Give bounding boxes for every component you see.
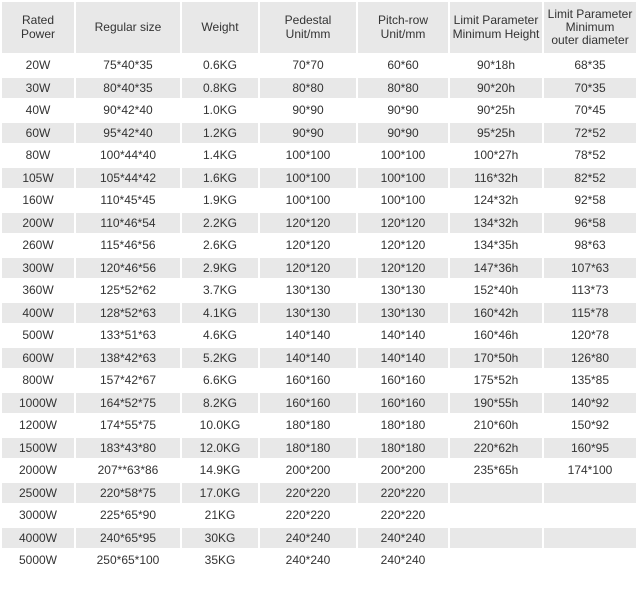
cell-weight: 1.2KG: [182, 123, 258, 144]
cell-pedestal: 100*100: [260, 168, 356, 189]
cell-rated-power: 3000W: [2, 505, 74, 526]
cell-weight: 4.1KG: [182, 303, 258, 324]
cell-regular-size: 75*40*35: [76, 55, 180, 76]
cell-min-height: 210*60h: [450, 415, 542, 436]
cell-weight: 2.9KG: [182, 258, 258, 279]
cell-min-outer-diameter: 115*78: [544, 303, 636, 324]
cell-pitch-row: 120*120: [358, 258, 448, 279]
cell-weight: 1.0KG: [182, 100, 258, 121]
cell-pedestal: 130*130: [260, 280, 356, 301]
cell-weight: 1.6KG: [182, 168, 258, 189]
cell-pitch-row: 220*220: [358, 505, 448, 526]
header-line: Weight: [201, 19, 239, 34]
cell-min-height: 116*32h: [450, 168, 542, 189]
header-line: Limit Parameter: [547, 6, 633, 21]
cell-pitch-row: 120*120: [358, 235, 448, 256]
cell-pitch-row: 130*130: [358, 280, 448, 301]
header-line: Minimum Height: [452, 26, 540, 41]
cell-min-height: 160*46h: [450, 325, 542, 346]
table-row: [2, 393, 636, 414]
cell-pedestal: 240*240: [260, 528, 356, 549]
cell-min-outer-diameter: 92*58: [544, 190, 636, 211]
cell-weight: 1.4KG: [182, 145, 258, 166]
cell-weight: 8.2KG: [182, 393, 258, 414]
cell-regular-size: 138*42*63: [76, 348, 180, 369]
cell-min-outer-diameter: [544, 550, 636, 571]
cell-rated-power: 2500W: [2, 483, 74, 504]
cell-regular-size: 133*51*63: [76, 325, 180, 346]
cell-rated-power: 60W: [2, 123, 74, 144]
cell-pitch-row: 180*180: [358, 438, 448, 459]
header-line: Unit/mm: [380, 26, 426, 41]
cell-pedestal: 80*80: [260, 78, 356, 99]
cell-weight: 0.8KG: [182, 78, 258, 99]
cell-min-outer-diameter: 150*92: [544, 415, 636, 436]
cell-regular-size: 240*65*95: [76, 528, 180, 549]
header-line: Rated: [21, 13, 55, 28]
cell-regular-size: 90*42*40: [76, 100, 180, 121]
cell-min-outer-diameter: 120*78: [544, 325, 636, 346]
header-weight: [182, 2, 258, 53]
cell-pitch-row: 90*90: [358, 100, 448, 121]
cell-rated-power: 1500W: [2, 438, 74, 459]
cell-pedestal: 200*200: [260, 460, 356, 481]
cell-regular-size: 250*65*100: [76, 550, 180, 571]
cell-rated-power: 4000W: [2, 528, 74, 549]
cell-pitch-row: 100*100: [358, 145, 448, 166]
cell-min-outer-diameter: 140*92: [544, 393, 636, 414]
cell-min-outer-diameter: 96*58: [544, 213, 636, 234]
cell-pedestal: 180*180: [260, 438, 356, 459]
cell-min-outer-diameter: [544, 483, 636, 504]
cell-pedestal: 140*140: [260, 348, 356, 369]
table-body: [2, 55, 636, 571]
cell-min-height: 90*18h: [450, 55, 542, 76]
table-row: [2, 483, 636, 504]
cell-weight: 12.0KG: [182, 438, 258, 459]
cell-min-outer-diameter: 135*85: [544, 370, 636, 391]
cell-rated-power: 105W: [2, 168, 74, 189]
cell-min-outer-diameter: 72*52: [544, 123, 636, 144]
cell-pedestal: 220*220: [260, 505, 356, 526]
table-row: [2, 190, 636, 211]
cell-rated-power: 400W: [2, 303, 74, 324]
cell-rated-power: 5000W: [2, 550, 74, 571]
cell-pitch-row: 140*140: [358, 348, 448, 369]
cell-min-outer-diameter: 126*80: [544, 348, 636, 369]
cell-regular-size: 110*45*45: [76, 190, 180, 211]
cell-min-height: 190*55h: [450, 393, 542, 414]
cell-weight: 17.0KG: [182, 483, 258, 504]
header-pedestal: [260, 2, 356, 53]
header-line: Pitch-row: [377, 13, 428, 28]
table-row: [2, 235, 636, 256]
header-rated-power: [2, 2, 74, 53]
cell-regular-size: 220*58*75: [76, 483, 180, 504]
cell-pitch-row: 80*80: [358, 78, 448, 99]
cell-pitch-row: 240*240: [358, 550, 448, 571]
cell-min-outer-diameter: 82*52: [544, 168, 636, 189]
header-line: Unit/mm: [285, 26, 331, 41]
cell-pitch-row: 200*200: [358, 460, 448, 481]
cell-rated-power: 30W: [2, 78, 74, 99]
cell-regular-size: 110*46*54: [76, 213, 180, 234]
cell-weight: 21KG: [182, 505, 258, 526]
cell-min-height: 175*52h: [450, 370, 542, 391]
cell-min-height: 100*27h: [450, 145, 542, 166]
cell-pedestal: 120*120: [260, 235, 356, 256]
cell-regular-size: 157*42*67: [76, 370, 180, 391]
cell-rated-power: 200W: [2, 213, 74, 234]
header-regular-size: [76, 2, 180, 53]
cell-regular-size: 174*55*75: [76, 415, 180, 436]
cell-rated-power: 2000W: [2, 460, 74, 481]
cell-min-outer-diameter: 107*63: [544, 258, 636, 279]
cell-min-height: [450, 483, 542, 504]
cell-pedestal: 160*160: [260, 393, 356, 414]
cell-regular-size: 125*52*62: [76, 280, 180, 301]
table-row: [2, 348, 636, 369]
table-row: [2, 100, 636, 121]
cell-weight: 5.2KG: [182, 348, 258, 369]
cell-rated-power: 300W: [2, 258, 74, 279]
cell-regular-size: 80*40*35: [76, 78, 180, 99]
cell-min-outer-diameter: [544, 505, 636, 526]
cell-min-height: 152*40h: [450, 280, 542, 301]
cell-pitch-row: 130*130: [358, 303, 448, 324]
cell-pedestal: 240*240: [260, 550, 356, 571]
cell-regular-size: 164*52*75: [76, 393, 180, 414]
table-row: [2, 325, 636, 346]
cell-weight: 14.9KG: [182, 460, 258, 481]
cell-regular-size: 207**63*86: [76, 460, 180, 481]
cell-min-height: 124*32h: [450, 190, 542, 211]
cell-pitch-row: 180*180: [358, 415, 448, 436]
header-row: [2, 2, 636, 53]
cell-rated-power: 160W: [2, 190, 74, 211]
table-row: [2, 213, 636, 234]
header-pitch-row: [358, 2, 448, 53]
cell-pedestal: 160*160: [260, 370, 356, 391]
cell-min-height: 134*32h: [450, 213, 542, 234]
table-row: [2, 123, 636, 144]
table-row: [2, 415, 636, 436]
cell-pedestal: 90*90: [260, 100, 356, 121]
cell-min-outer-diameter: 68*35: [544, 55, 636, 76]
cell-rated-power: 500W: [2, 325, 74, 346]
cell-pedestal: 140*140: [260, 325, 356, 346]
cell-min-height: 134*35h: [450, 235, 542, 256]
cell-pedestal: 180*180: [260, 415, 356, 436]
cell-weight: 2.6KG: [182, 235, 258, 256]
header-line: Minimum: [565, 19, 615, 34]
cell-rated-power: 360W: [2, 280, 74, 301]
header-min-outer-diameter: [544, 2, 636, 53]
header-min-height: [450, 2, 542, 53]
table-row: [2, 528, 636, 549]
cell-weight: 30KG: [182, 528, 258, 549]
cell-min-height: 90*25h: [450, 100, 542, 121]
header-line: Regular size: [94, 19, 162, 34]
header-line: Power: [20, 26, 55, 41]
cell-weight: 0.6KG: [182, 55, 258, 76]
table-row: [2, 258, 636, 279]
header-line: outer diameter: [551, 33, 629, 48]
cell-min-height: [450, 528, 542, 549]
table-row: [2, 505, 636, 526]
cell-pedestal: 70*70: [260, 55, 356, 76]
cell-min-height: 95*25h: [450, 123, 542, 144]
table-row: [2, 370, 636, 391]
cell-regular-size: 183*43*80: [76, 438, 180, 459]
cell-pedestal: 120*120: [260, 258, 356, 279]
cell-pedestal: 100*100: [260, 190, 356, 211]
cell-pedestal: 220*220: [260, 483, 356, 504]
cell-rated-power: 600W: [2, 348, 74, 369]
table-row: [2, 550, 636, 571]
cell-weight: 35KG: [182, 550, 258, 571]
cell-regular-size: 225*65*90: [76, 505, 180, 526]
cell-min-outer-diameter: 174*100: [544, 460, 636, 481]
cell-pitch-row: 160*160: [358, 393, 448, 414]
table-row: [2, 303, 636, 324]
cell-min-outer-diameter: 98*63: [544, 235, 636, 256]
cell-rated-power: 260W: [2, 235, 74, 256]
cell-regular-size: 95*42*40: [76, 123, 180, 144]
cell-min-height: 147*36h: [450, 258, 542, 279]
cell-min-height: 90*20h: [450, 78, 542, 99]
cell-min-outer-diameter: 70*45: [544, 100, 636, 121]
cell-rated-power: 80W: [2, 145, 74, 166]
cell-min-height: [450, 550, 542, 571]
header-line: Pedestal: [284, 13, 332, 28]
cell-regular-size: 115*46*56: [76, 235, 180, 256]
cell-regular-size: 120*46*56: [76, 258, 180, 279]
cell-rated-power: 1000W: [2, 393, 74, 414]
table-row: [2, 145, 636, 166]
table-row: [2, 280, 636, 301]
cell-pitch-row: 60*60: [358, 55, 448, 76]
cell-pitch-row: 240*240: [358, 528, 448, 549]
table-row: [2, 78, 636, 99]
cell-min-outer-diameter: 113*73: [544, 280, 636, 301]
cell-min-height: 235*65h: [450, 460, 542, 481]
cell-pitch-row: 100*100: [358, 168, 448, 189]
cell-rated-power: 40W: [2, 100, 74, 121]
table-row: [2, 460, 636, 481]
table-row: [2, 55, 636, 76]
cell-pedestal: 100*100: [260, 145, 356, 166]
cell-min-height: [450, 505, 542, 526]
cell-regular-size: 100*44*40: [76, 145, 180, 166]
cell-pitch-row: 160*160: [358, 370, 448, 391]
cell-min-height: 160*42h: [450, 303, 542, 324]
cell-min-outer-diameter: 160*95: [544, 438, 636, 459]
cell-min-height: 220*62h: [450, 438, 542, 459]
cell-weight: 3.7KG: [182, 280, 258, 301]
cell-min-outer-diameter: 78*52: [544, 145, 636, 166]
cell-min-outer-diameter: 70*35: [544, 78, 636, 99]
cell-min-outer-diameter: [544, 528, 636, 549]
cell-weight: 4.6KG: [182, 325, 258, 346]
cell-pitch-row: 220*220: [358, 483, 448, 504]
cell-pitch-row: 90*90: [358, 123, 448, 144]
cell-weight: 2.2KG: [182, 213, 258, 234]
cell-rated-power: 800W: [2, 370, 74, 391]
cell-weight: 1.9KG: [182, 190, 258, 211]
cell-pitch-row: 100*100: [358, 190, 448, 211]
cell-regular-size: 105*44*42: [76, 168, 180, 189]
cell-weight: 10.0KG: [182, 415, 258, 436]
cell-regular-size: 128*52*63: [76, 303, 180, 324]
cell-pedestal: 130*130: [260, 303, 356, 324]
table-row: [2, 438, 636, 459]
cell-pedestal: 120*120: [260, 213, 356, 234]
table-row: [2, 168, 636, 189]
cell-min-height: 170*50h: [450, 348, 542, 369]
cell-pitch-row: 120*120: [358, 213, 448, 234]
cell-rated-power: 1200W: [2, 415, 74, 436]
table-header: [2, 2, 636, 53]
cell-weight: 6.6KG: [182, 370, 258, 391]
cell-pedestal: 90*90: [260, 123, 356, 144]
cell-pitch-row: 140*140: [358, 325, 448, 346]
header-line: Limit Parameter: [453, 13, 539, 28]
cell-rated-power: 20W: [2, 55, 74, 76]
